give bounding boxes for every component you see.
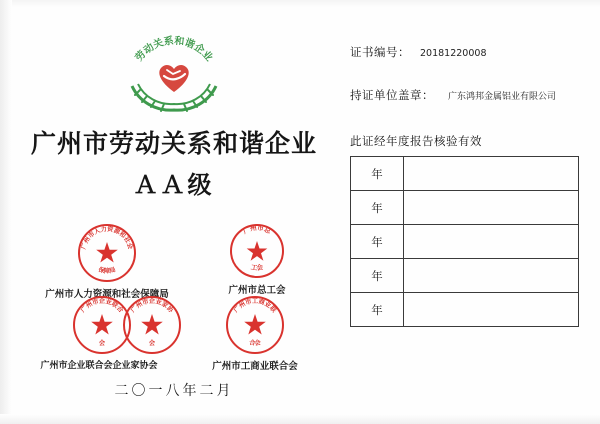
verification-note: 此证经年度报告核验有效 <box>350 134 482 148</box>
verification-entry-cell[interactable] <box>404 259 579 293</box>
stamp-enterprise-confederation <box>24 294 174 371</box>
stamp-label-trade-unions: 广州市总工会 <box>228 285 286 297</box>
holder-label: 持证单位盖章： <box>350 88 434 102</box>
svg-text:会: 会 <box>148 340 156 348</box>
table-row <box>351 157 579 191</box>
seal-icon-industry-commerce <box>224 294 286 356</box>
certificate-number-value: 20181220008 <box>420 48 487 59</box>
certificate-number-label: 证书编号： <box>350 45 410 59</box>
verification-entry-cell[interactable] <box>404 191 579 225</box>
certificate-grade: ＡＡ级 <box>133 171 215 200</box>
certificate-right-column <box>350 44 576 327</box>
svg-text:广州市总: 广州市总 <box>241 224 273 236</box>
scan-edge-top <box>0 0 600 8</box>
verification-entry-cell[interactable] <box>404 225 579 259</box>
verification-entry-cell[interactable] <box>404 157 579 191</box>
svg-text:广州市工商业联: 广州市工商业联 <box>232 298 278 315</box>
svg-text:合会: 合会 <box>248 339 262 348</box>
svg-text:会: 会 <box>98 340 106 348</box>
seal-icon-enterprise-confederation <box>68 294 175 356</box>
certificate-date: 二〇一八年二月 <box>114 383 234 400</box>
certificate-number-row <box>350 44 576 60</box>
stamp-human-resources <box>32 222 182 300</box>
svg-text:广州市企业联合: 广州市企业联合 <box>79 298 125 315</box>
stamp-label-industry-commerce: 广州市工商业联合会 <box>212 361 298 373</box>
year-cell: 年 <box>351 157 404 191</box>
table-row <box>351 293 579 327</box>
stamp-federation-of-trade-unions <box>182 222 332 296</box>
svg-text:劳动关系和谐企业: 劳动关系和谐企业 <box>133 35 215 64</box>
holder-value: 广东鸿邦金属铝业有限公司 <box>448 92 557 102</box>
stamp-group <box>24 222 324 372</box>
scan-edge-left <box>0 0 12 424</box>
stamp-label-enterprise-confederation: 广州市企业联合会企业家协会 <box>40 361 158 372</box>
year-cell: 年 <box>351 225 404 259</box>
certificate-left-column <box>24 34 324 400</box>
year-cell: 年 <box>351 293 404 327</box>
seal-icon-trade-unions <box>228 222 286 280</box>
stamp-label-human-resources: 广州市人力资源和社会保障局 <box>45 289 169 301</box>
year-cell: 年 <box>351 191 404 225</box>
verification-table <box>350 156 579 327</box>
svg-text:工会: 工会 <box>250 263 264 273</box>
seal-icon-human-resources <box>76 222 138 284</box>
table-row <box>351 191 579 225</box>
svg-text:保障局: 保障局 <box>97 266 117 276</box>
scan-edge-bottom <box>0 414 600 424</box>
holder-row <box>350 87 576 103</box>
stamp-industry-commerce-association <box>180 294 330 372</box>
verification-entry-cell[interactable] <box>404 293 579 327</box>
table-row <box>351 259 579 293</box>
emblem-logo <box>118 34 230 114</box>
svg-text:广州市企业家协: 广州市企业家协 <box>129 298 175 315</box>
certificate-title: 广州市劳动关系和谐企业 <box>30 129 317 158</box>
table-row <box>351 225 579 259</box>
svg-text:广州市人力资源和社会: 广州市人力资源和社会 <box>80 226 134 251</box>
year-cell: 年 <box>351 259 404 293</box>
